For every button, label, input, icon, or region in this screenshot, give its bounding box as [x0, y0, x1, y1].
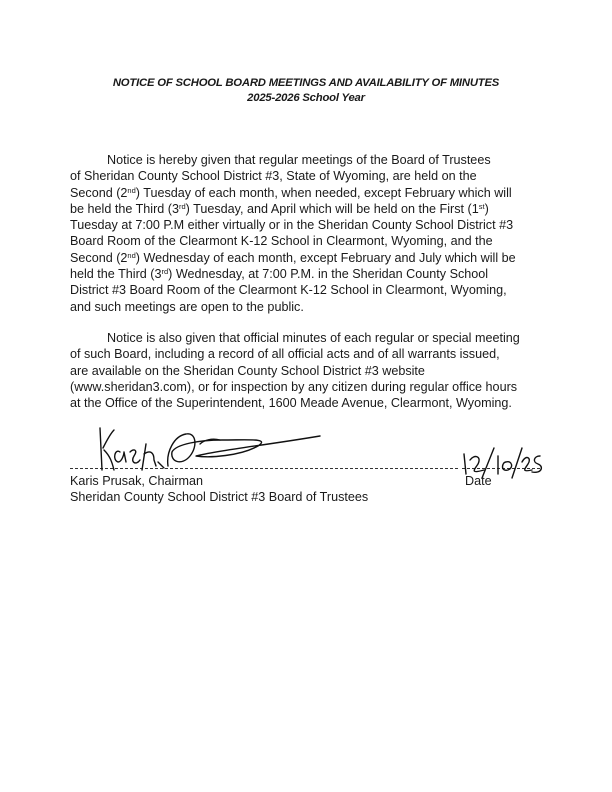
text-line: are available on the Sheridan County School District #3 website — [70, 363, 425, 378]
text-line: (www.sheridan3.com), or for inspection by any citizen during regular office hours — [70, 379, 518, 394]
text-line: Second (2nd) Tuesday of each month, when needed, except February which will — [70, 185, 512, 200]
school-year-subtitle: 2025-2026 School Year — [247, 92, 365, 104]
text-line: of such Board, including a record of all official acts and of all warrants issued, — [70, 347, 500, 362]
signature-line — [70, 468, 458, 469]
text-line: Board Room of the Clearmont K-12 School in Clearmont, Wyoming, and the — [70, 234, 493, 249]
text-line: Notice is hereby given that regular meetings of the Board of Trustees — [107, 153, 491, 167]
notice-title: NOTICE OF SCHOOL BOARD MEETINGS AND AVAILABILITY OF MINUTES — [112, 77, 500, 89]
minutes-paragraph — [70, 330, 550, 411]
text-line: Tuesday at 7:00 P.M either virtually or in the Sheridan County School District #3 — [70, 218, 514, 233]
text-line: held the Third (3rd) Wednesday, at 7:00 P.M. in the Sheridan County School — [70, 267, 489, 282]
handwritten-date — [0, 0, 1, 1]
text-line: District #3 Board Room of the Clearmont K-12 School in Clearmont, Wyoming, — [70, 283, 507, 298]
text-line: and such meetings are open to the public. — [70, 299, 304, 314]
meetings-paragraph — [70, 152, 550, 315]
text-line: Second (2nd) Wednesday of each month, except February and July which will be — [70, 250, 516, 265]
date-label: Date — [465, 474, 492, 488]
signer-organization: Sheridan County School District #3 Board of Trustees — [70, 490, 369, 505]
text-line: be held the Third (3rd) Tuesday, and April which will be held on the First (1st) — [70, 201, 489, 216]
text-line: of Sheridan County School District #3, State of Wyoming, are held on the — [70, 169, 477, 184]
date-line — [462, 468, 540, 469]
text-line: at the Office of the Superintendent, 1600 Meade Avenue, Clearmont, Wyoming. — [70, 396, 512, 411]
text-line: Notice is also given that official minutes of each regular or special meeting — [107, 331, 520, 345]
signer-name: Karis Prusak, Chairman — [70, 474, 203, 488]
